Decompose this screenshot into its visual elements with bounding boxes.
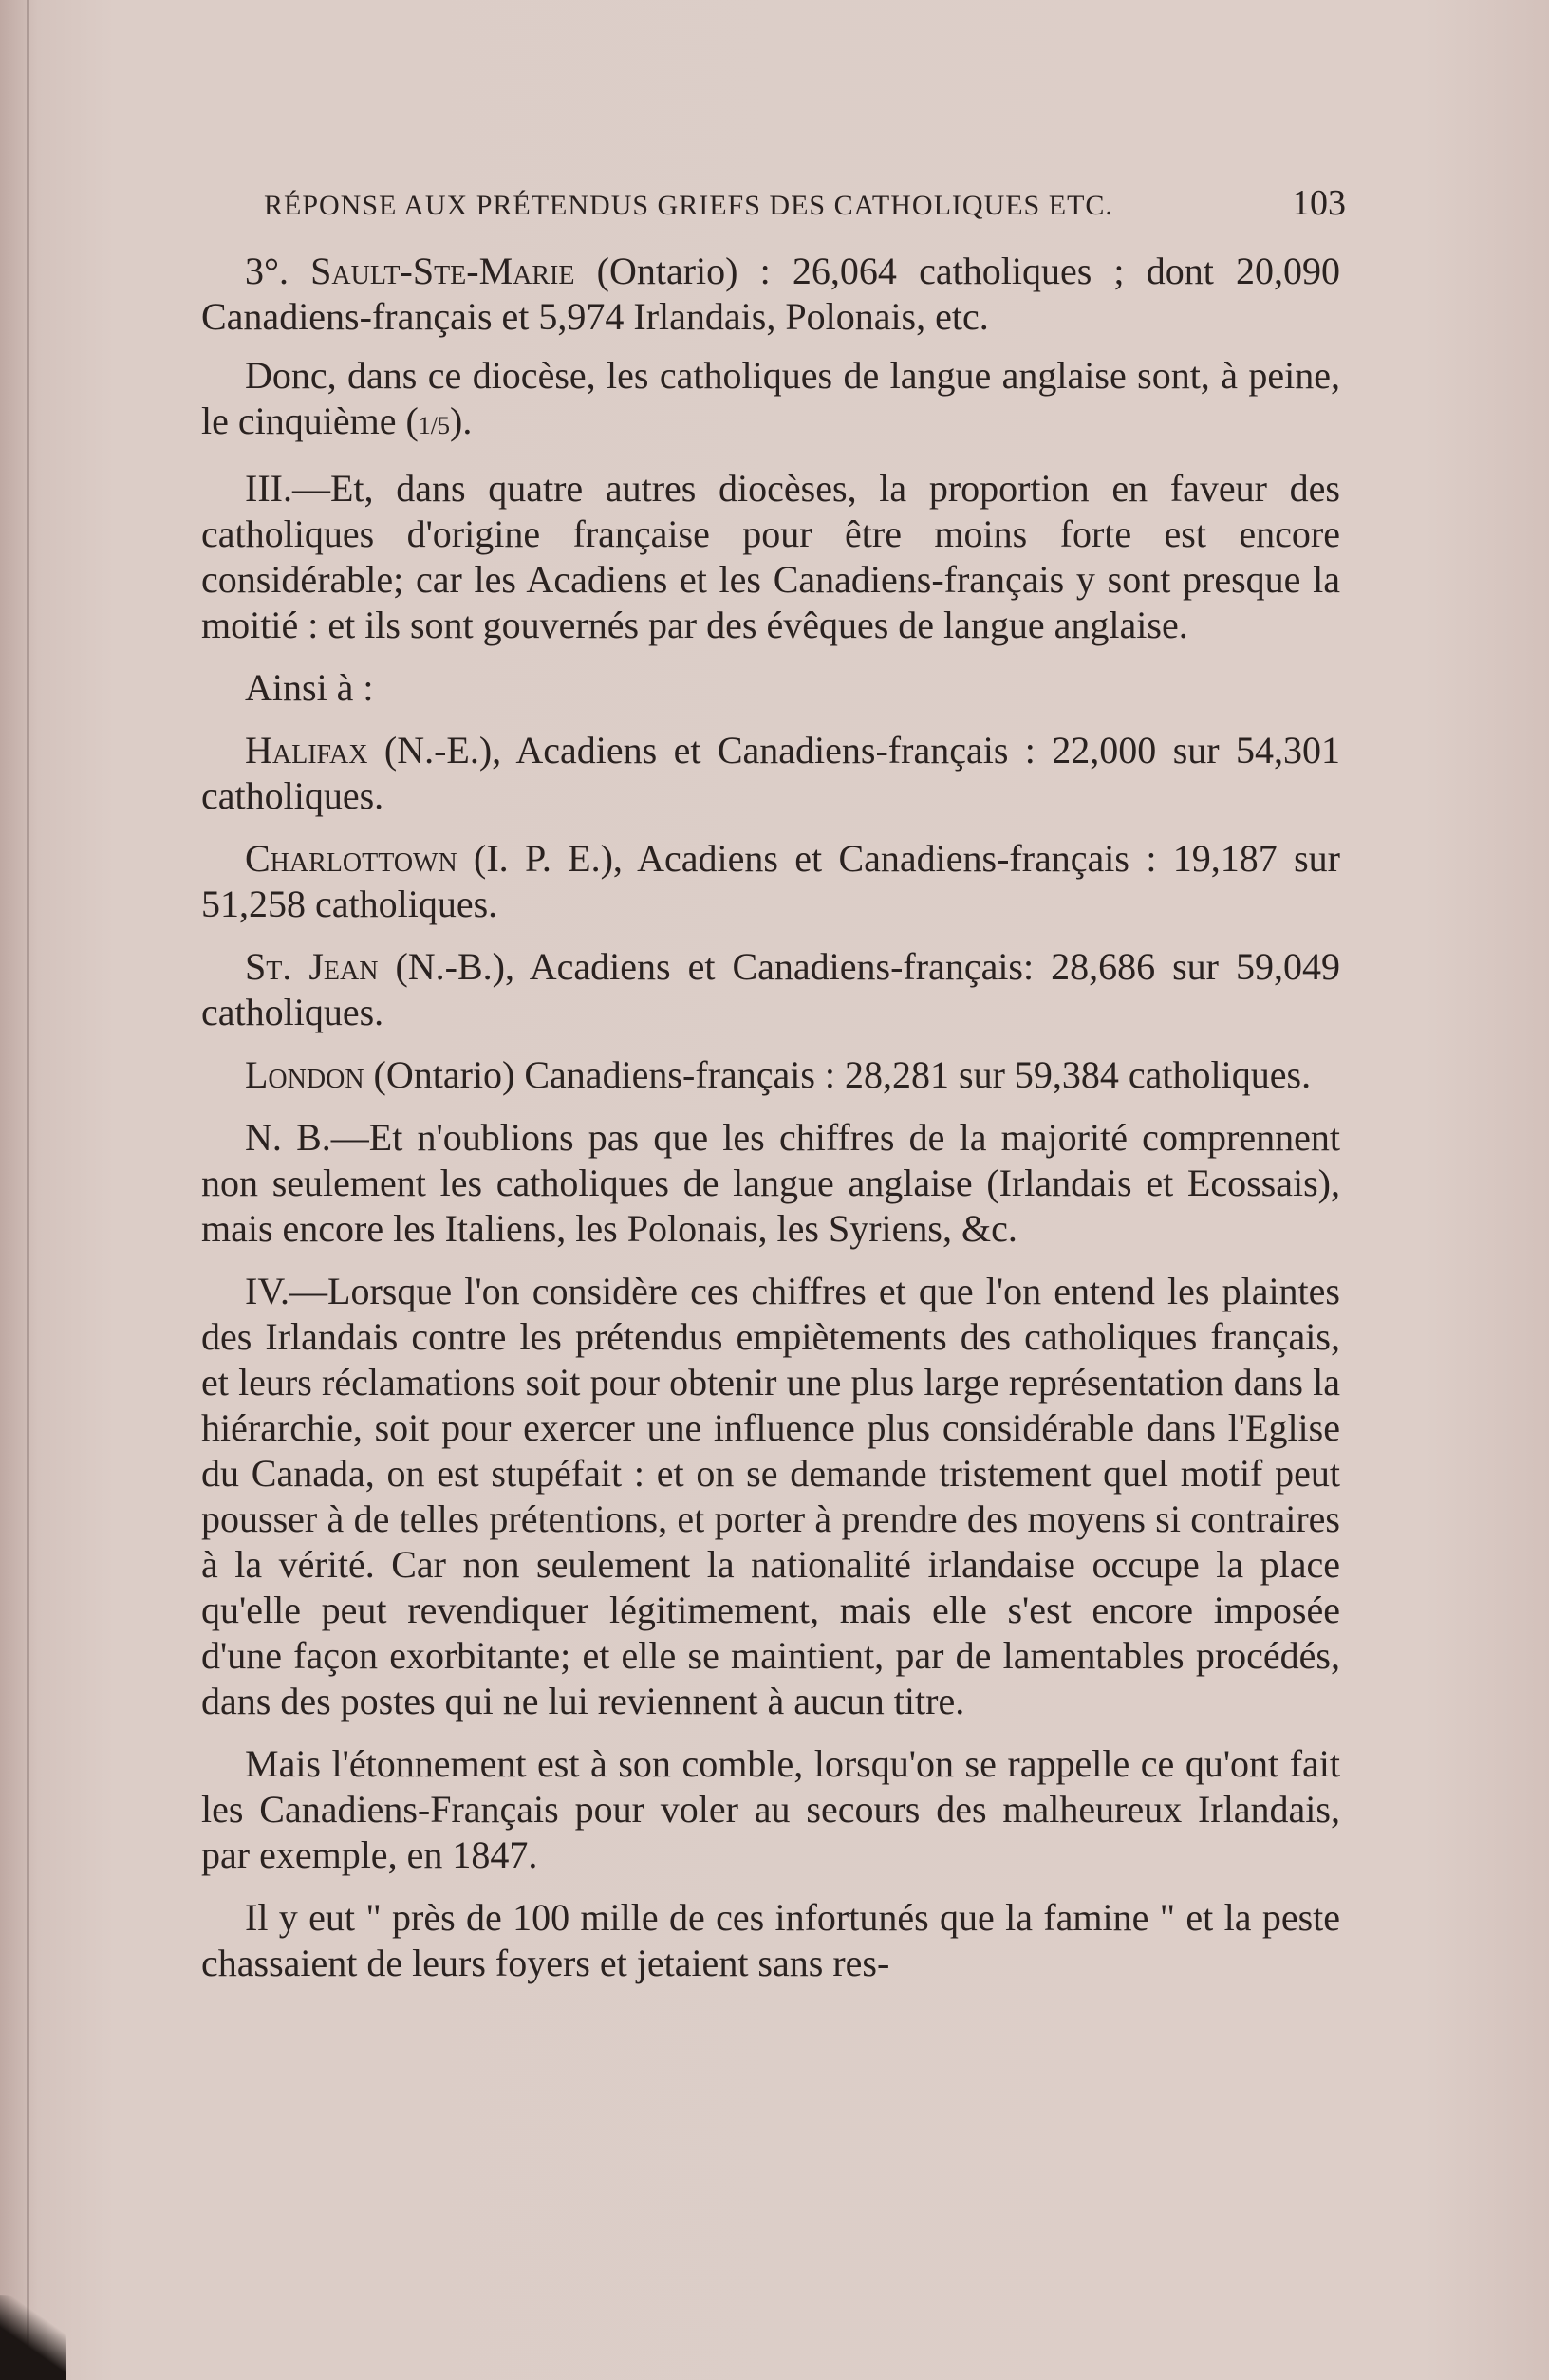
paragraph-iv: IV.—Lorsque l'on considère ces chiffres et que l'on entend les plaintes des Irlandais contre les prétendus empiètements des catholiques français, et leurs réclamations soit pour obtenir une plus large représentation dans la hiérarchie, soit pour exercer une influence plus considérable dans l'Eglise du Canada, on est stupéfait : et on se demande tristement quel motif peut pousser à de telles prétentions, et porter à prendre des moyens si contraires à la vérité. Car non seulement la nationalité irlandaise occupe la place qu'elle peut revendiquer légitimement, mais elle s'est encore imposée d'une façon exorbitante; et elle se maintient, par de lamentables procédés, dans des postes qui ne lui reviennent à aucun titre. xyxy=(201,1270,1340,1722)
paragraph-label: 3°. xyxy=(245,250,311,292)
page-number: 103 xyxy=(1292,183,1346,223)
place-name: Halifax xyxy=(245,729,368,772)
paragraph-text: (N.-E.), Acadiens et Canadiens-français : 22,000 sur 54,301 catholiques. xyxy=(201,729,1340,817)
paragraph-text: (Ontario) : 26,064 catholiques ; dont 20,090 Canadiens-français et 5,974 Irlandais, Polonais, etc. xyxy=(201,250,1340,338)
paragraph-ainsi: Ainsi à : xyxy=(245,666,374,709)
paragraph-sault-ste-marie xyxy=(201,249,1340,340)
place-name: Charlottown xyxy=(245,837,457,880)
paragraph-st-jean xyxy=(201,944,1340,1035)
corner-shadow xyxy=(0,2295,66,2380)
binding-gutter xyxy=(27,0,29,2380)
paragraph-iii: III.—Et, dans quatre autres diocèses, la proportion en faveur des catholiques d'origine française pour être moins forte est encore considérable; car les Acadiens et les Canadiens-français y sont presque la moitié : et ils sont gouvernés par des évêques de langue anglaise. xyxy=(201,467,1340,646)
paragraph-text: (N.-B.), Acadiens et Canadiens-français: 28,686 sur 59,049 catholiques. xyxy=(201,945,1340,1033)
paragraph-text: Donc, dans ce diocèse, les catholiques de langue anglaise sont, à peine, le cinquième ( xyxy=(201,354,1340,442)
place-name: London xyxy=(245,1053,364,1096)
fraction: 1/5 xyxy=(418,412,451,439)
place-name: Sault-Ste-Marie xyxy=(310,250,575,292)
body-text xyxy=(201,249,1340,2003)
paragraph-cinquieme xyxy=(201,353,1340,449)
paragraph-halifax xyxy=(201,728,1340,819)
paragraph-text: (Ontario) Canadiens-français : 28,281 sur 59,384 catholiques. xyxy=(364,1053,1312,1096)
paragraph-charlottown xyxy=(201,836,1340,927)
paragraph-etonnement: Mais l'étonnement est à son comble, lorsqu'on se rappelle ce qu'ont fait les Canadiens-Français pour voler au secours des malheureux Irlandais, par exemple, en 1847. xyxy=(201,1742,1340,1876)
paragraph-text: (I. P. E.), Acadiens et Canadiens-français : 19,187 sur 51,258 catholiques. xyxy=(201,837,1340,925)
paragraph-london xyxy=(201,1052,1340,1098)
paragraph-nb: N. B.—Et n'oublions pas que les chiffres de la majorité comprennent non seulement les catholiques de langue anglaise (Irlandais et Ecossais), mais encore les Italiens, les Polonais, les Syriens, &c. xyxy=(201,1116,1340,1250)
place-name: St. Jean xyxy=(245,945,379,988)
paragraph-quotation: Il y eut " près de 100 mille de ces infortunés que la famine " et la peste chassaient de leurs foyers et jetaient sans res- xyxy=(201,1896,1340,1984)
paragraph-text-end: ). xyxy=(450,400,473,442)
page-header xyxy=(264,182,1346,224)
running-title: RÉPONSE AUX PRÉTENDUS GRIEFS DES CATHOLIQUES ETC. xyxy=(264,190,1113,221)
